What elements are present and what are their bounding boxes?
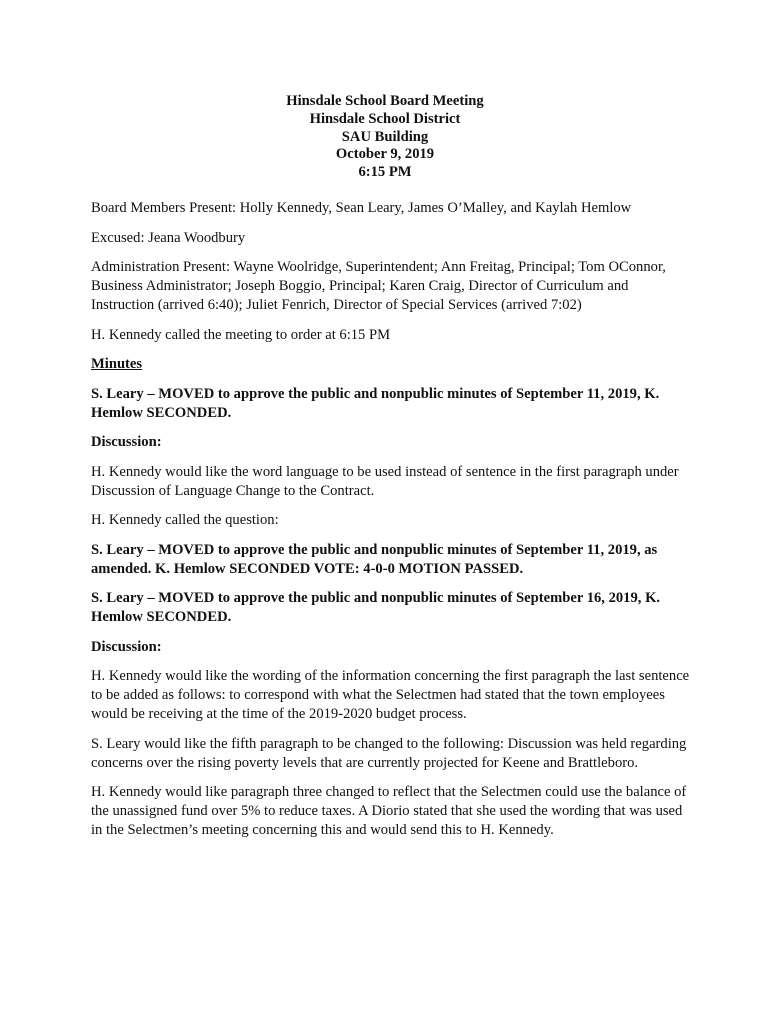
- motion-sept-11-amended: S. Leary – MOVED to approve the public and nonpublic minutes of September 11, 2019, as amended. K. Hemlow SECONDED VOTE: 4-0-0 MOTION PASSED.: [91, 541, 658, 577]
- discussion-item: S. Leary would like the fifth paragraph to be changed to the following: Discussion was held regarding concerns over the rising poverty levels that are currently projected for Keene and Brattleboro.: [91, 735, 687, 771]
- header-time: 6:15 PM: [358, 164, 412, 181]
- header-title: Hinsdale School Board Meeting: [286, 93, 484, 109]
- members-present: Board Members Present: Holly Kennedy, Sean Leary, James O’Malley, and Kaylah Hemlow: [91, 200, 632, 216]
- discussion-label: Discussion:: [91, 434, 162, 450]
- document-body: [91, 199, 691, 851]
- excused-members: Excused: Jeana Woodbury: [91, 229, 246, 246]
- section-heading-minutes: Minutes: [91, 356, 143, 372]
- header-district: Hinsdale School District: [309, 110, 461, 127]
- discussion-item: H. Kennedy would like the wording of the information concerning the first paragraph the last sentence to be added as follows: to correspond with what the Selectmen had stated that the town employees would be receiving at the time of the 2019-2020 budget process.: [91, 668, 690, 722]
- meeting-header: [0, 93, 770, 182]
- called-question: H. Kennedy called the question:: [91, 512, 279, 528]
- header-location: SAU Building: [341, 128, 429, 145]
- header-date: October 9, 2019: [335, 146, 435, 163]
- discussion-label: Discussion:: [91, 638, 162, 655]
- call-to-order: H. Kennedy called the meeting to order at 6:15 PM: [91, 326, 391, 343]
- discussion-item: H. Kennedy would like paragraph three changed to reflect that the Selectmen could use the balance of the unassigned fund over 5% to reduce taxes. A Diorio stated that she used the wording that was used in the Selectmen’s meeting concerning this and would send this to H. Kennedy.: [91, 784, 687, 838]
- motion-sept-11: S. Leary – MOVED to approve the public and nonpublic minutes of September 11, 2019, K. Hemlow SECONDED.: [91, 385, 660, 421]
- administration-present: Administration Present: Wayne Woolridge, Superintendent; Ann Freitag, Principal; Tom OConnor, Business Administrator; Joseph Boggio, Principal; Karen Craig, Director of Curriculum and Instruction (arrived 6:40); Juliet Fenrich, Director of Special Services (arrived 7:02): [91, 259, 666, 313]
- discussion-item: H. Kennedy would like the word language to be used instead of sentence in the first paragraph under Discussion of Language Change to the Contract.: [91, 463, 679, 499]
- motion-sept-16: S. Leary – MOVED to approve the public and nonpublic minutes of September 16, 2019, K. Hemlow SECONDED.: [91, 590, 661, 625]
